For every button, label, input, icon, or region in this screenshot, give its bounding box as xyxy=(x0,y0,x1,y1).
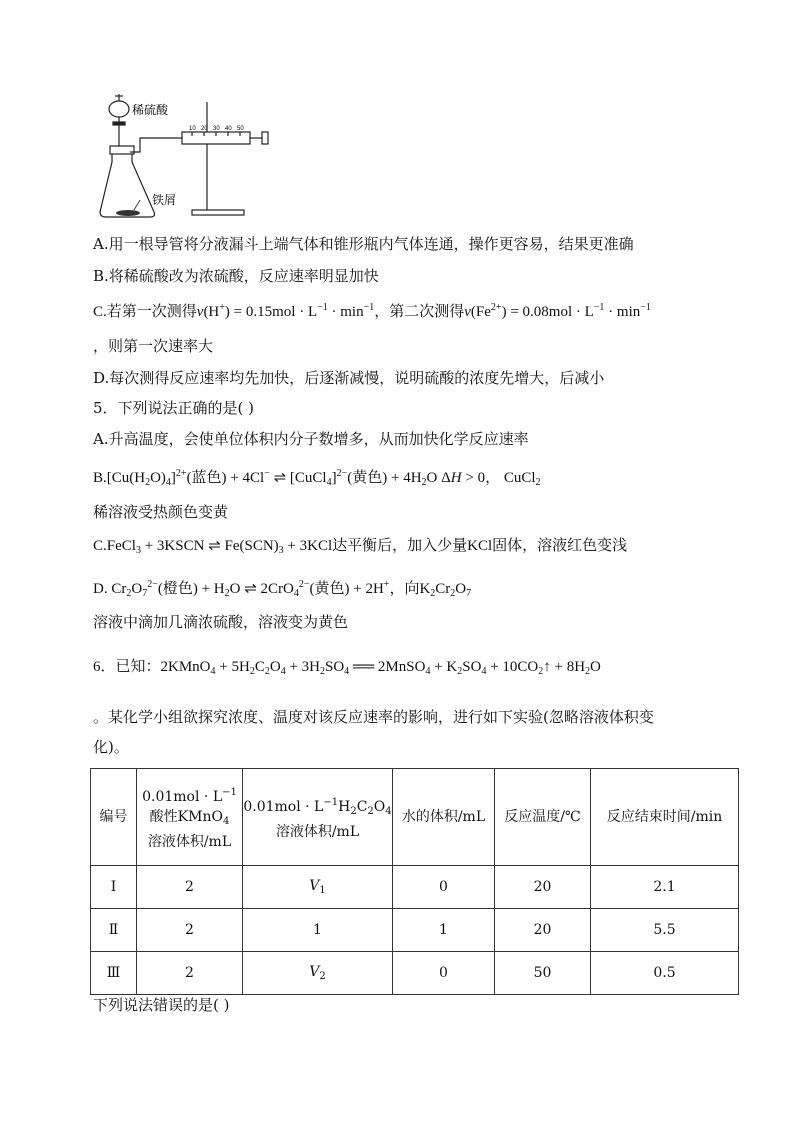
q6-stem: 6．已知：2KMnO$_4$ + $5H_2C_2O_4 + 3H_2SO_4$ ══ 2MnSO$_4$ + $K_2SO_4$ + $10CO_2↑ + 8H_2O$ xyxy=(93,659,601,677)
separatory-funnel xyxy=(109,94,129,152)
q5-option-d-cont: 溶液中滴加几滴浓硫酸，溶液变为黄色 xyxy=(93,613,349,631)
q5-option-c: C.FeCl$_3$ + 3KSCN ⇌ $Fe(SCN)_3 + 3KCl$达平衡后，加入少量KCl固体，溶液红色变浅 xyxy=(93,538,628,556)
q5-option-a: A.升高温度，会使单位体积内分子数增多，从而加快化学反应速率 xyxy=(93,430,529,448)
syringe xyxy=(182,132,268,144)
q5-option-d: D. $Cr_2O_7^{2-}$(橙色) + $H_2O$ ⇌ 2CrO$_4^{2-}$(黄色) + 2H+，向$K_2Cr_2O_7$ xyxy=(93,579,472,599)
svg-text:30: 30 xyxy=(213,126,220,132)
q6-desc-line1: 。某化学小组欲探究浓度、温度对该反应速率的影响，进行如下实验(忽略溶液体积变 xyxy=(93,708,654,726)
svg-text:40: 40 xyxy=(225,126,232,132)
header-h2c2o4: $0.01mol \cdot L^{-1}H_2C_2O_4$ 溶液体积/mL xyxy=(243,769,393,866)
table-row: Ⅰ 2 $V_1$ 0 20 2.1 xyxy=(91,866,739,909)
q5-option-b: $B.[Cu(H_2O)_4]^{2+}$(蓝色) + 4Cl− ⇌ [CuCl$_4$]$^{2-}$(黄色) + $4H_2O$ ΔH > 0， CuCl$_2$ xyxy=(93,468,541,488)
q4-option-c: C.若第一次测得$v(H^+) = 0.15mol \cdot L^{-1} \cdot \min^{-1}$，第二次测得$v(Fe^{2+}) = 0.08mol \cdot L^{-1} \cdot \min^{-1}$ xyxy=(93,302,651,320)
svg-text:50: 50 xyxy=(237,126,244,132)
header-temp: 反应温度/℃ xyxy=(495,769,591,866)
svg-text:10: 10 xyxy=(189,126,196,132)
label-iron-filings: 铁屑 xyxy=(152,193,177,207)
table-row: Ⅱ 2 1 1 20 5.5 xyxy=(91,909,739,952)
header-time: 反应结束时间/min xyxy=(591,769,739,866)
experiment-table xyxy=(90,768,739,995)
q4-option-a: A.用一根导管将分液漏斗上端气体和锥形瓶内气体连通，操作更容易，结果更准确 xyxy=(93,235,634,253)
header-water: 水的体积/mL xyxy=(393,769,495,866)
table-header-row xyxy=(91,769,739,866)
table-row: Ⅲ 2 $V_2$ 0 50 0.5 xyxy=(91,952,739,995)
label-dilute-sulfuric-acid: 稀硫酸 xyxy=(132,103,169,117)
header-kmno4: $0.01mol \cdot L^{-1}$ 酸性KMnO$_4$ 溶液体积/mL xyxy=(137,769,243,866)
iron-filings xyxy=(116,210,140,216)
q4-option-d: D.每次测得反应速率均先加快，后逐渐减慢，说明硫酸的浓度先增大，后减小 xyxy=(93,369,605,387)
header-id: 编号 xyxy=(91,769,137,866)
q6-question: 下列说法错误的是( ) xyxy=(93,996,230,1014)
q4-option-c-cont: ，则第一次速率大 xyxy=(93,337,214,355)
iron-stand xyxy=(192,102,244,215)
q5-stem: 5．下列说法正确的是( ) xyxy=(93,399,255,417)
syringe-scale xyxy=(189,126,244,132)
q5-option-b-cont: 稀溶液受热颜色变黄 xyxy=(93,503,229,521)
svg-text:20: 20 xyxy=(201,126,208,132)
q6-desc-line2: 化)。 xyxy=(93,738,129,756)
q4-option-b: B.将稀硫酸改为浓硫酸，反应速率明显加快 xyxy=(93,267,379,285)
apparatus-diagram xyxy=(92,92,272,222)
